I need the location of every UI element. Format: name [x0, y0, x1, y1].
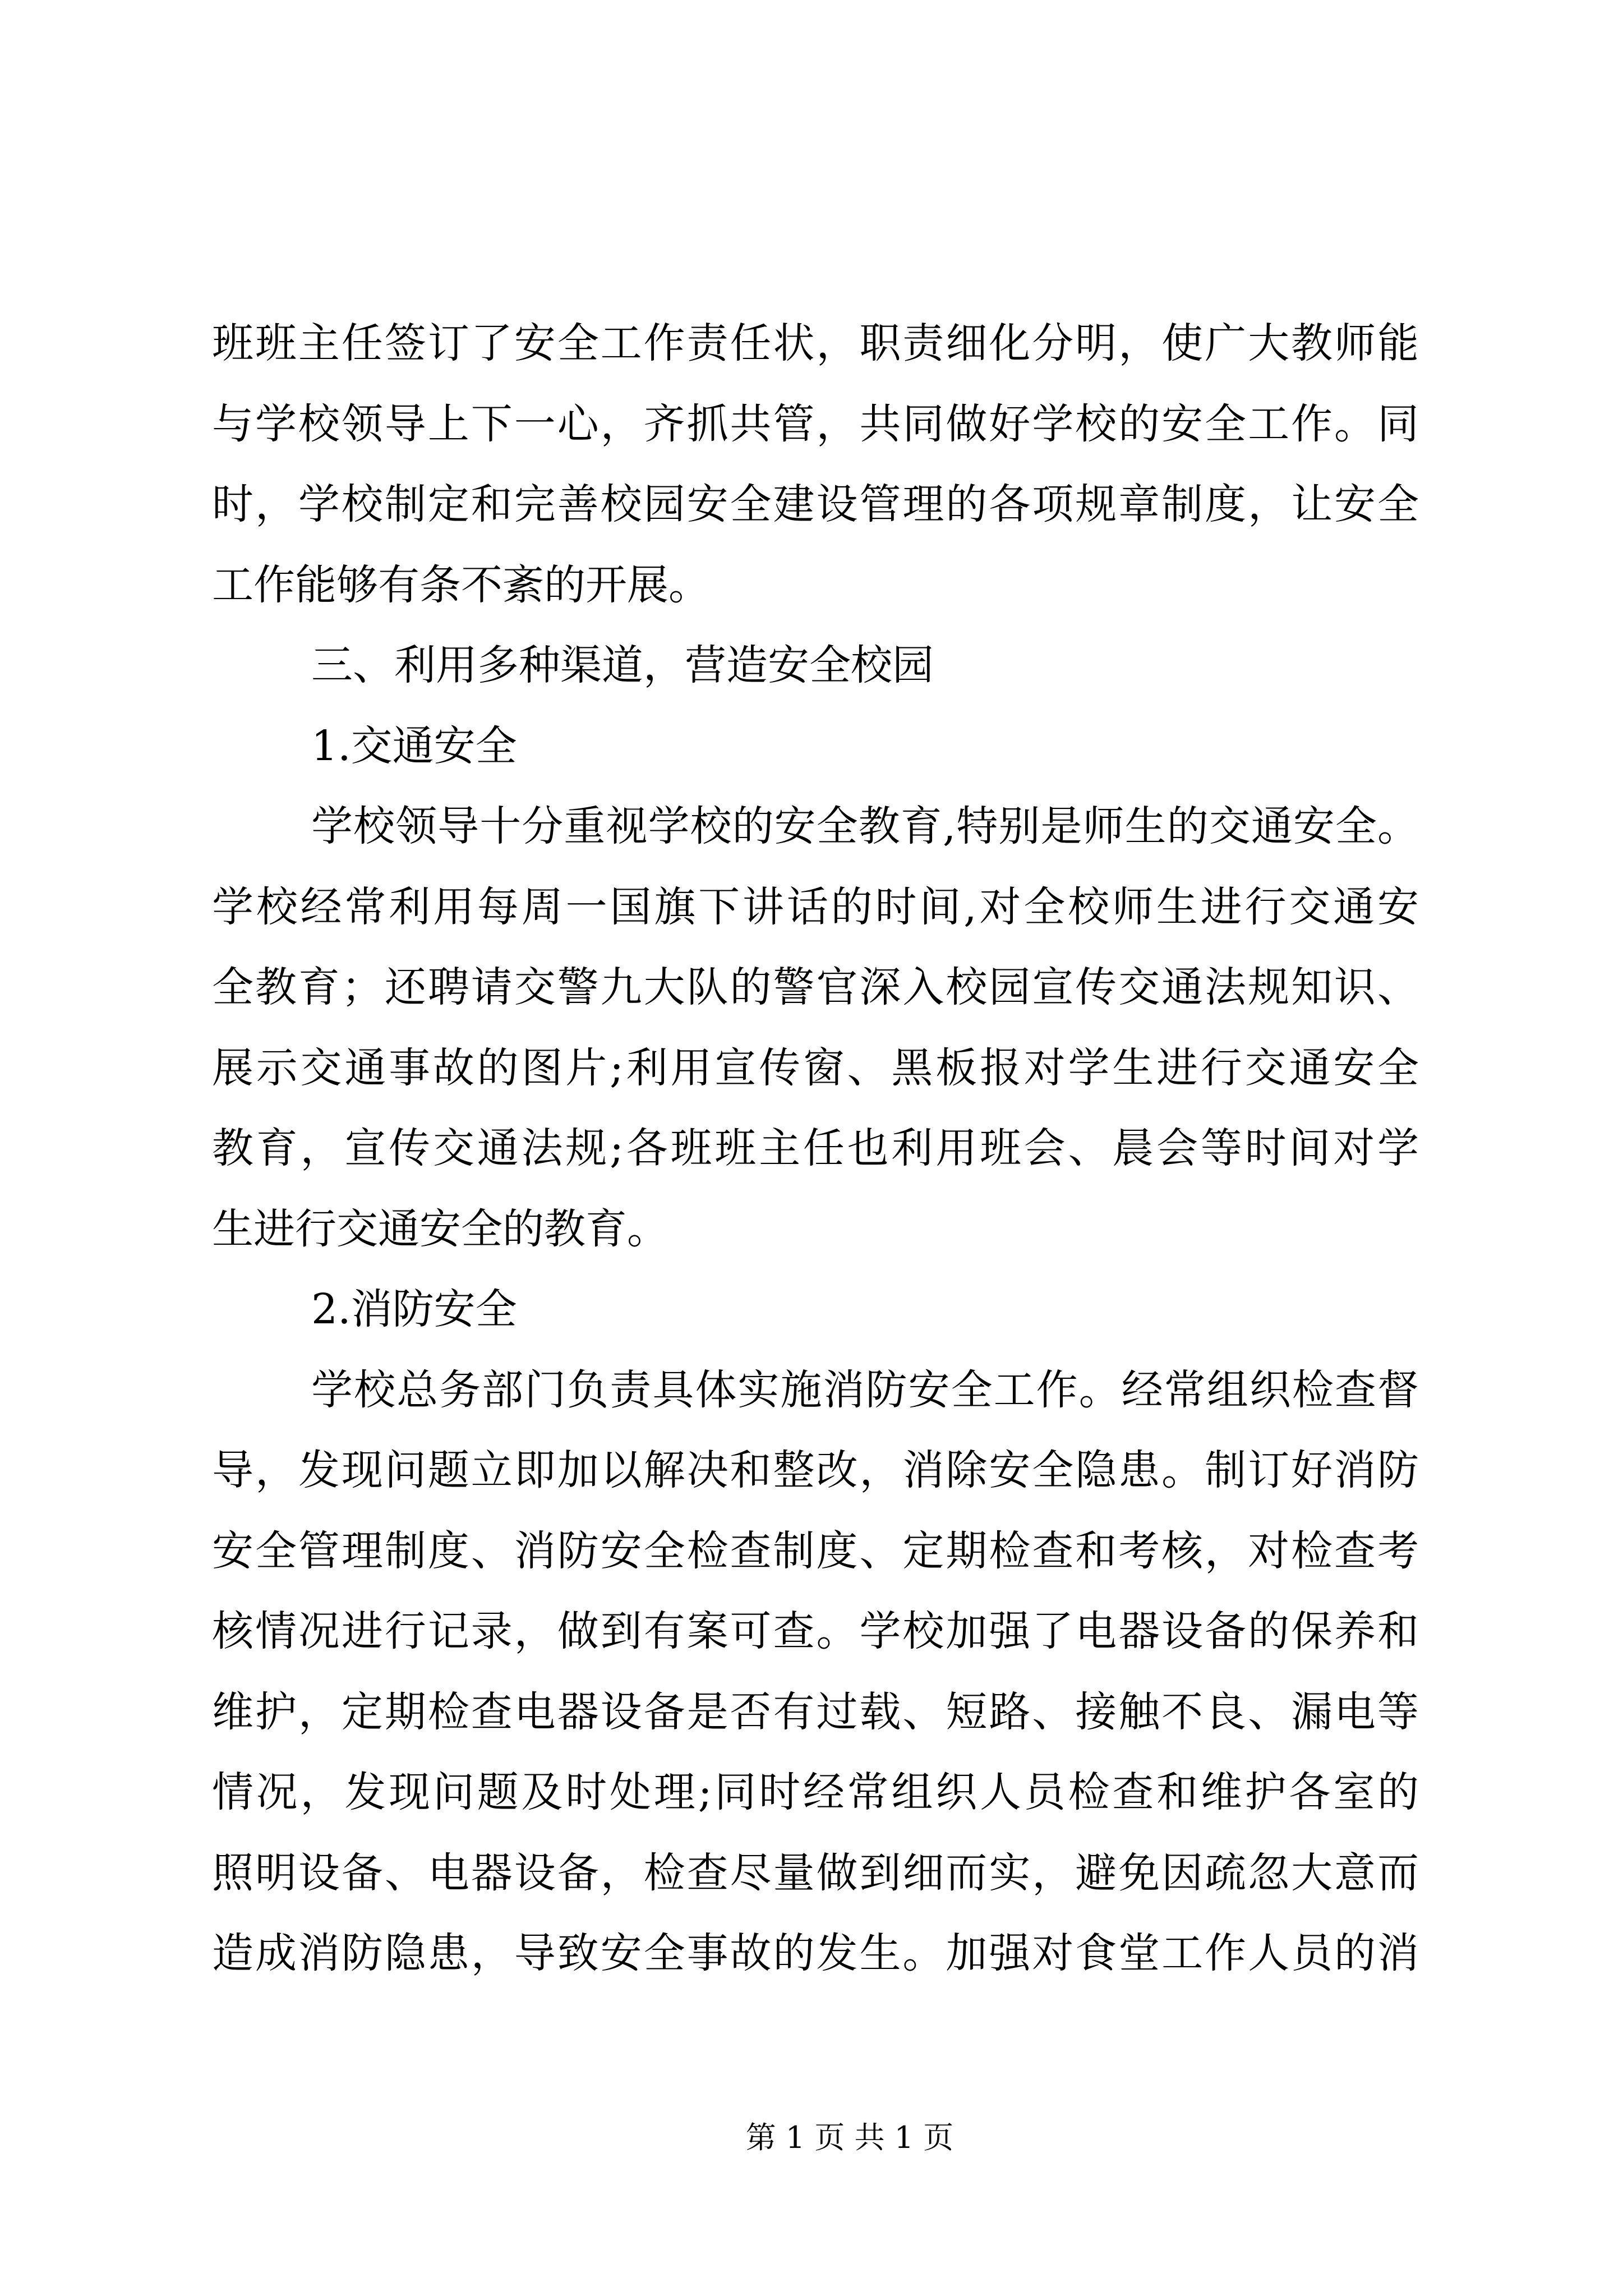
document-body	[212, 303, 1419, 1994]
text-line: 班班主任签订了安全工作责任状，职责细化分明，使广大教师能	[212, 319, 1419, 367]
text-line: 教育，宣传交通法规;各班班主任也利用班会、晨会等时间对学	[212, 1124, 1419, 1172]
text-line: 导，发现问题立即加以解决和整改，消除安全隐患。制订好消防	[212, 1446, 1419, 1494]
subsection-heading-fire: 2.消防安全	[311, 1285, 517, 1333]
text-line: 全教育；还聘请交警九大队的警官深入校园宣传交通法规知识、	[212, 963, 1419, 1011]
text-line: 生进行交通安全的教育。	[212, 1204, 668, 1253]
text-line: 工作能够有条不紊的开展。	[212, 560, 710, 609]
section-heading: 三、利用多种渠道，营造安全校园	[311, 641, 934, 689]
text-line: 安全管理制度、消防安全检查制度、定期检查和考核，对检查考	[212, 1526, 1419, 1575]
text-line: 与学校领导上下一心，齐抓共管，共同做好学校的安全工作。同	[212, 399, 1419, 448]
text-line: 学校经常利用每周一国旗下讲话的时间,对全校师生进行交通安	[212, 882, 1419, 931]
text-line: 展示交通事故的图片;利用宣传窗、黑板报对学生进行交通安全	[212, 1043, 1419, 1092]
text-line: 维护，定期检查电器设备是否有过载、短路、接触不良、漏电等	[212, 1687, 1419, 1736]
text-line: 学校领导十分重视学校的安全教育,特别是师生的交通安全。	[311, 802, 1419, 850]
text-line: 情况，发现问题及时处理;同时经常组织人员检查和维护各室的	[212, 1768, 1419, 1816]
page-footer: 第 1 页 共 1 页	[745, 2120, 954, 2155]
paragraph-traffic-safety	[212, 786, 1419, 1269]
text-line: 核情况进行记录，做到有案可查。学校加强了电器设备的保养和	[212, 1607, 1419, 1655]
paragraph-fire-safety	[212, 1350, 1419, 1994]
text-line: 学校总务部门负责具体实施消防安全工作。经常组织检查督	[311, 1365, 1419, 1414]
paragraph-safety-responsibility	[212, 303, 1419, 625]
text-line: 造成消防隐患，导致安全事故的发生。加强对食堂工作人员的消	[212, 1929, 1419, 1977]
subsection-heading-traffic: 1.交通安全	[311, 721, 517, 770]
text-line: 时，学校制定和完善校园安全建设管理的各项规章制度，让安全	[212, 480, 1419, 528]
text-line: 照明设备、电器设备，检查尽量做到细而实，避免因疏忽大意而	[212, 1848, 1419, 1897]
